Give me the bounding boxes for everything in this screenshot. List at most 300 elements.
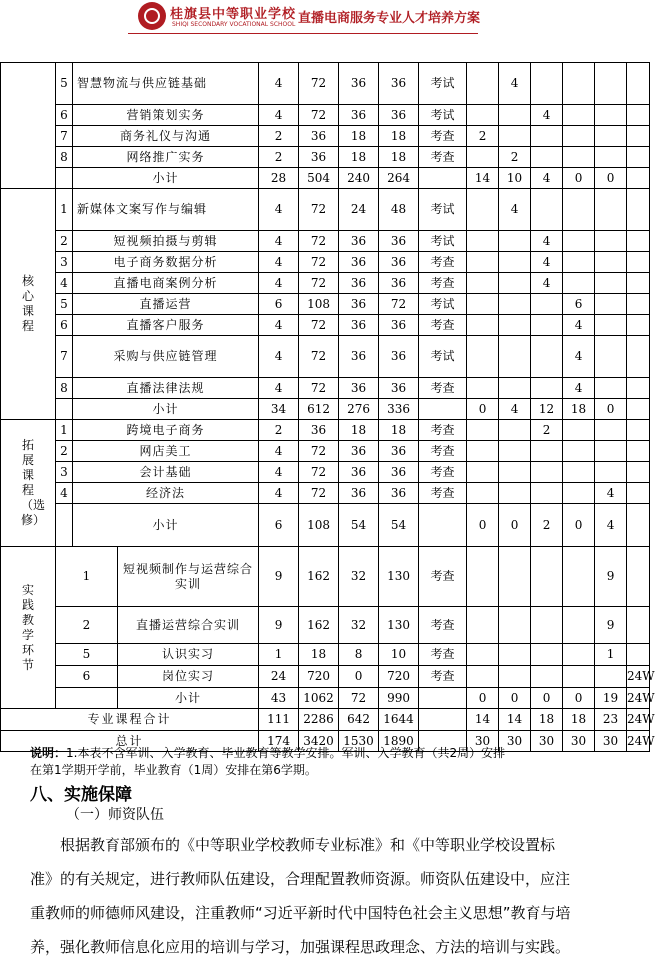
semester-2 (499, 105, 531, 126)
course-number: 6 (56, 105, 73, 126)
semester-4 (563, 441, 595, 462)
assessment: 考试 (419, 189, 467, 231)
theory-hours: 276 (339, 399, 379, 420)
theory-hours: 36 (339, 315, 379, 336)
assessment: 考查 (419, 420, 467, 441)
theory-hours: 36 (339, 462, 379, 483)
table-row (1, 688, 650, 709)
course-number: 8 (56, 147, 73, 168)
category-label (1, 420, 56, 547)
course-number: 1 (56, 420, 73, 441)
practice-hours: 336 (379, 399, 419, 420)
course-name: 采购与供应链管理 (73, 336, 259, 378)
assessment: 考查 (419, 252, 467, 273)
credits: 28 (259, 168, 299, 189)
category-label (1, 547, 56, 709)
credits: 9 (259, 607, 299, 644)
semester-2 (499, 126, 531, 147)
credits: 6 (259, 294, 299, 315)
semester-5 (595, 294, 627, 315)
semester-6: 24W (627, 709, 650, 731)
total-hours: 108 (299, 504, 339, 547)
semester-1: 14 (467, 709, 499, 731)
practice-hours: 720 (379, 666, 419, 688)
total-hours: 72 (299, 189, 339, 231)
semester-5 (595, 105, 627, 126)
semester-1: 0 (467, 504, 499, 547)
total-hours: 72 (299, 252, 339, 273)
semester-5 (595, 147, 627, 168)
course-name: 商务礼仪与沟通 (73, 126, 259, 147)
semester-2 (499, 441, 531, 462)
semester-3 (531, 294, 563, 315)
credits: 4 (259, 441, 299, 462)
semester-4 (563, 273, 595, 294)
course-number: 2 (56, 441, 73, 462)
course-name: 短视频制作与运营综合实训 (118, 547, 259, 607)
table-row (1, 189, 650, 231)
semester-6 (627, 252, 650, 273)
total-hours: 18 (299, 644, 339, 666)
theory-hours: 36 (339, 231, 379, 252)
semester-5 (595, 336, 627, 378)
semester-1 (467, 231, 499, 252)
semester-6 (627, 399, 650, 420)
theory-hours: 8 (339, 644, 379, 666)
semester-3: 4 (531, 252, 563, 273)
course-number: 4 (56, 483, 73, 504)
semester-2 (499, 644, 531, 666)
table-row (1, 336, 650, 378)
semester-4: 4 (563, 315, 595, 336)
table-row (1, 504, 650, 547)
semester-3: 4 (531, 105, 563, 126)
course-number: 1 (56, 547, 118, 607)
total-hours: 504 (299, 168, 339, 189)
semester-1 (467, 147, 499, 168)
semester-6 (627, 504, 650, 547)
semester-1 (467, 666, 499, 688)
table-row (1, 709, 650, 731)
semester-1 (467, 441, 499, 462)
semester-1: 30 (467, 731, 499, 752)
total-hours: 1062 (299, 688, 339, 709)
course-number: 5 (56, 63, 73, 105)
theory-hours: 24 (339, 189, 379, 231)
semester-5: 30 (595, 731, 627, 752)
semester-4 (563, 644, 595, 666)
credits: 9 (259, 547, 299, 607)
semester-5: 19 (595, 688, 627, 709)
credits: 4 (259, 462, 299, 483)
semester-1: 0 (467, 399, 499, 420)
assessment: 考查 (419, 441, 467, 462)
table-row (1, 231, 650, 252)
assessment (419, 399, 467, 420)
practice-hours: 36 (379, 252, 419, 273)
practice-hours: 130 (379, 607, 419, 644)
course-number: 7 (56, 126, 73, 147)
practice-hours: 36 (379, 273, 419, 294)
credits: 4 (259, 378, 299, 399)
semester-2 (499, 420, 531, 441)
assessment: 考查 (419, 273, 467, 294)
theory-hours: 36 (339, 252, 379, 273)
semester-3: 4 (531, 168, 563, 189)
semester-4: 6 (563, 294, 595, 315)
semester-3 (531, 147, 563, 168)
semester-4 (563, 666, 595, 688)
semester-5 (595, 252, 627, 273)
semester-2 (499, 462, 531, 483)
semester-5 (595, 273, 627, 294)
semester-3 (531, 336, 563, 378)
credits: 4 (259, 252, 299, 273)
semester-1 (467, 462, 499, 483)
table-row (1, 644, 650, 666)
course-name: 网店美工 (73, 441, 259, 462)
semester-1 (467, 644, 499, 666)
semester-4 (563, 607, 595, 644)
course-name: 营销策划实务 (73, 105, 259, 126)
theory-hours: 72 (339, 688, 379, 709)
semester-3: 12 (531, 399, 563, 420)
credits: 43 (259, 688, 299, 709)
course-name: 直播电商案例分析 (73, 273, 259, 294)
semester-4: 0 (563, 504, 595, 547)
table-row (1, 441, 650, 462)
practice-hours: 264 (379, 168, 419, 189)
category-label (1, 63, 56, 189)
semester-5 (595, 378, 627, 399)
semester-6 (627, 378, 650, 399)
note-label: 说明： (30, 746, 67, 760)
semester-4 (563, 231, 595, 252)
semester-1 (467, 607, 499, 644)
semester-1 (467, 189, 499, 231)
semester-2 (499, 547, 531, 607)
total-hours: 612 (299, 399, 339, 420)
credits: 111 (259, 709, 299, 731)
theory-hours: 54 (339, 504, 379, 547)
course-name: 直播运营 (73, 294, 259, 315)
theory-hours: 36 (339, 378, 379, 399)
semester-6 (627, 126, 650, 147)
theory-hours: 36 (339, 273, 379, 294)
assessment: 考查 (419, 126, 467, 147)
semester-3: 4 (531, 231, 563, 252)
table-row (1, 126, 650, 147)
semester-2 (499, 294, 531, 315)
semester-3: 4 (531, 273, 563, 294)
table-row (1, 315, 650, 336)
course-number (56, 168, 73, 189)
theory-hours: 36 (339, 105, 379, 126)
semester-3 (531, 189, 563, 231)
total-hours: 72 (299, 336, 339, 378)
theory-hours: 32 (339, 607, 379, 644)
course-number (56, 399, 73, 420)
semester-1 (467, 483, 499, 504)
practice-hours: 36 (379, 336, 419, 378)
course-number: 6 (56, 315, 73, 336)
semester-5: 1 (595, 644, 627, 666)
theory-hours: 642 (339, 709, 379, 731)
course-number (56, 504, 73, 547)
semester-2 (499, 666, 531, 688)
table-row (1, 294, 650, 315)
semester-2: 14 (499, 709, 531, 731)
semester-6 (627, 315, 650, 336)
table-row (1, 147, 650, 168)
total-hours: 72 (299, 483, 339, 504)
semester-2: 10 (499, 168, 531, 189)
semester-5 (595, 420, 627, 441)
semester-1 (467, 294, 499, 315)
table-row (1, 666, 650, 688)
practice-hours: 36 (379, 378, 419, 399)
total-hours: 72 (299, 315, 339, 336)
total-hours: 72 (299, 273, 339, 294)
school-name: 桂旗县中等职业学校 (170, 7, 297, 22)
practice-hours: 36 (379, 483, 419, 504)
semester-6 (627, 168, 650, 189)
total-hours: 162 (299, 607, 339, 644)
subtotal-label: 小计 (73, 168, 259, 189)
practice-hours: 18 (379, 420, 419, 441)
semester-2: 0 (499, 688, 531, 709)
semester-6 (627, 294, 650, 315)
category-text: 核心课程 (21, 274, 34, 333)
course-number: 1 (56, 189, 73, 231)
theory-hours: 0 (339, 666, 379, 688)
semester-4 (563, 189, 595, 231)
semester-2: 4 (499, 399, 531, 420)
practice-hours: 36 (379, 462, 419, 483)
table-row (1, 378, 650, 399)
semester-2: 4 (499, 63, 531, 105)
semester-6 (627, 607, 650, 644)
subtotal-label: 小计 (73, 399, 259, 420)
table-note (30, 745, 620, 779)
table-row (1, 547, 650, 607)
semester-3 (531, 607, 563, 644)
subtotal-label: 小计 (118, 688, 259, 709)
semester-4 (563, 462, 595, 483)
semester-3: 0 (531, 688, 563, 709)
assessment: 考查 (419, 483, 467, 504)
semester-5 (595, 231, 627, 252)
semester-2 (499, 607, 531, 644)
credits: 4 (259, 189, 299, 231)
semester-3 (531, 462, 563, 483)
semester-6 (627, 462, 650, 483)
assessment: 考查 (419, 644, 467, 666)
total-hours: 72 (299, 462, 339, 483)
category-text: 拓展课程（选修） (21, 438, 46, 527)
course-name: 认识实习 (118, 644, 259, 666)
theory-hours: 18 (339, 126, 379, 147)
semester-2 (499, 483, 531, 504)
semester-3 (531, 644, 563, 666)
semester-1 (467, 105, 499, 126)
category-label (1, 189, 56, 420)
semester-2 (499, 336, 531, 378)
practice-hours: 36 (379, 231, 419, 252)
semester-4: 4 (563, 378, 595, 399)
practice-hours: 36 (379, 441, 419, 462)
semester-5: 23 (595, 709, 627, 731)
semester-2: 0 (499, 504, 531, 547)
semester-6 (627, 483, 650, 504)
table-row (1, 483, 650, 504)
semester-3 (531, 441, 563, 462)
assessment: 考查 (419, 147, 467, 168)
semester-4: 0 (563, 688, 595, 709)
credits: 4 (259, 273, 299, 294)
theory-hours: 32 (339, 547, 379, 607)
semester-3 (531, 315, 563, 336)
course-number: 6 (56, 666, 118, 688)
semester-6 (627, 273, 650, 294)
semester-3 (531, 126, 563, 147)
total-hours: 720 (299, 666, 339, 688)
section-subheading: （一）师资队伍 (66, 807, 164, 823)
assessment: 考试 (419, 294, 467, 315)
header-divider (128, 33, 478, 34)
semester-5 (595, 63, 627, 105)
table-row (1, 462, 650, 483)
total-hours: 36 (299, 147, 339, 168)
total-hours: 72 (299, 63, 339, 105)
semester-1 (467, 378, 499, 399)
semester-6: 24W (627, 731, 650, 752)
semester-2: 2 (499, 147, 531, 168)
semester-6: 24W (627, 688, 650, 709)
total-hours: 2286 (299, 709, 339, 731)
credits: 1 (259, 644, 299, 666)
note-line-2: 在第1学期开学前，毕业教育（1周）安排在第6学期。 (30, 763, 317, 777)
semester-2 (499, 231, 531, 252)
practice-hours: 36 (379, 63, 419, 105)
semester-4: 18 (563, 709, 595, 731)
practice-hours: 18 (379, 147, 419, 168)
course-name: 网络推广实务 (73, 147, 259, 168)
semester-4 (563, 420, 595, 441)
school-logo-icon (138, 2, 166, 30)
practice-hours: 10 (379, 644, 419, 666)
practice-hours: 54 (379, 504, 419, 547)
semester-2: 4 (499, 189, 531, 231)
assessment: 考查 (419, 547, 467, 607)
assessment: 考试 (419, 63, 467, 105)
practice-hours: 36 (379, 315, 419, 336)
semester-2: 30 (499, 731, 531, 752)
credits: 4 (259, 105, 299, 126)
course-number: 3 (56, 252, 73, 273)
course-number: 5 (56, 644, 118, 666)
theory-hours: 1530 (339, 731, 379, 752)
practice-hours: 18 (379, 126, 419, 147)
credits: 4 (259, 231, 299, 252)
total-hours: 162 (299, 547, 339, 607)
course-name: 新媒体文案写作与编辑 (73, 189, 259, 231)
semester-4 (563, 126, 595, 147)
credits: 6 (259, 504, 299, 547)
semester-4: 0 (563, 168, 595, 189)
course-number: 2 (56, 607, 118, 644)
theory-hours: 36 (339, 63, 379, 105)
semester-5 (595, 189, 627, 231)
semester-5: 4 (595, 483, 627, 504)
theory-hours: 18 (339, 147, 379, 168)
assessment: 考查 (419, 666, 467, 688)
assessment: 考查 (419, 378, 467, 399)
semester-2 (499, 315, 531, 336)
credits: 2 (259, 126, 299, 147)
table-row (1, 168, 650, 189)
theory-hours: 36 (339, 294, 379, 315)
semester-6 (627, 147, 650, 168)
semester-1 (467, 336, 499, 378)
category-text: 实践教学环节 (21, 582, 34, 672)
course-number: 7 (56, 336, 73, 378)
theory-hours: 36 (339, 336, 379, 378)
semester-6: 24W (627, 666, 650, 688)
practice-hours: 1644 (379, 709, 419, 731)
credits: 4 (259, 336, 299, 378)
grand-total-label: 总计 (1, 731, 259, 752)
theory-hours: 36 (339, 483, 379, 504)
semester-5 (595, 666, 627, 688)
semester-4 (563, 547, 595, 607)
practice-hours: 130 (379, 547, 419, 607)
semester-4 (563, 483, 595, 504)
semester-6 (627, 336, 650, 378)
credits: 4 (259, 315, 299, 336)
credits: 174 (259, 731, 299, 752)
total-hours: 36 (299, 126, 339, 147)
semester-1 (467, 420, 499, 441)
semester-5 (595, 315, 627, 336)
semester-6 (627, 644, 650, 666)
credits: 34 (259, 399, 299, 420)
semester-6 (627, 189, 650, 231)
school-english-name: SHIQI SECONDARY VOCATIONAL SCHOOL (172, 21, 296, 28)
credits: 2 (259, 147, 299, 168)
section-paragraph: 根据教育部颁布的《中等职业学校教师专业标准》和《中等职业学校设置标准》的有关规定，进行教师队伍建设，合理配置教师资源。师资队伍建设中，应注重教师的师德师风建设，注重教师“习近平新时代中国特色社会主义思想”教育与培养，强化教师信息化应用的培训与学习，加强课程思政理念、方法的培训与实践。 (30, 836, 571, 956)
semester-3: 30 (531, 731, 563, 752)
semester-1 (467, 273, 499, 294)
semester-4: 4 (563, 336, 595, 378)
theory-hours: 36 (339, 441, 379, 462)
credits: 4 (259, 63, 299, 105)
course-number: 2 (56, 231, 73, 252)
assessment: 考试 (419, 231, 467, 252)
total-hours: 3420 (299, 731, 339, 752)
course-number: 5 (56, 294, 73, 315)
note-line-1: 1.本表不含军训、入学教育、毕业教育等教学安排。军训、入学教育（共2周）安排 (66, 746, 506, 760)
semester-5: 9 (595, 607, 627, 644)
semester-5: 4 (595, 504, 627, 547)
course-name: 岗位实习 (118, 666, 259, 688)
major-total-label: 专业课程合计 (1, 709, 259, 731)
course-name: 直播客户服务 (73, 315, 259, 336)
semester-1 (467, 547, 499, 607)
course-name: 直播法律法规 (73, 378, 259, 399)
credits: 4 (259, 483, 299, 504)
semester-2 (499, 273, 531, 294)
